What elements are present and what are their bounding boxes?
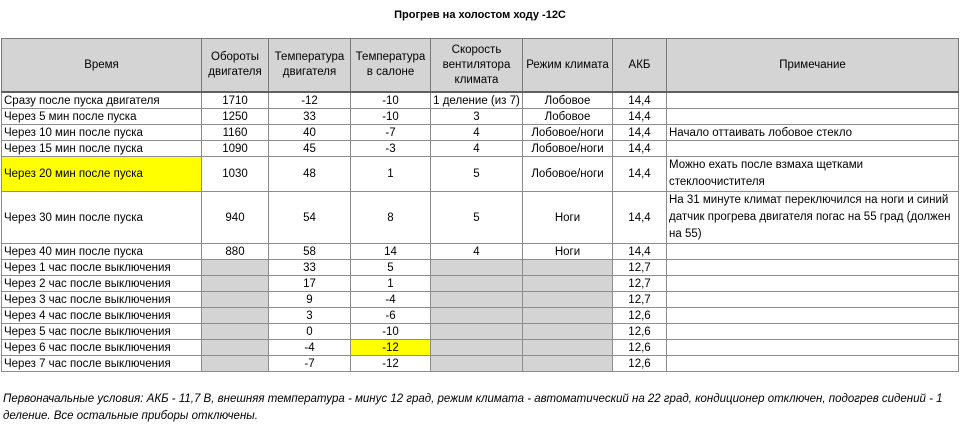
cell-mode: Лобовое bbox=[523, 109, 613, 125]
cell-battery: 14,4 bbox=[613, 192, 667, 244]
cell-mode bbox=[523, 292, 613, 308]
cell-rpm bbox=[202, 292, 269, 308]
warmup-table bbox=[1, 38, 959, 372]
header-note: Примечание bbox=[667, 39, 959, 93]
table-row bbox=[2, 244, 959, 260]
cell-cabin-temp: -10 bbox=[351, 109, 431, 125]
cell-note bbox=[667, 260, 959, 276]
cell-rpm: 1030 bbox=[202, 157, 269, 192]
cell-time: Через 5 час после выключения bbox=[2, 324, 202, 340]
cell-rpm bbox=[202, 356, 269, 372]
cell-engine-temp: 58 bbox=[269, 244, 351, 260]
cell-engine-temp: 40 bbox=[269, 125, 351, 141]
table-row bbox=[2, 308, 959, 324]
cell-engine-temp: 45 bbox=[269, 141, 351, 157]
cell-mode: Лобовое/ноги bbox=[523, 141, 613, 157]
cell-time: Сразу после пуска двигателя bbox=[2, 92, 202, 109]
cell-battery: 12,6 bbox=[613, 308, 667, 324]
cell-mode bbox=[523, 308, 613, 324]
cell-note bbox=[667, 109, 959, 125]
cell-cabin-temp: 5 bbox=[351, 260, 431, 276]
cell-engine-temp: 9 bbox=[269, 292, 351, 308]
cell-mode bbox=[523, 324, 613, 340]
cell-note: На 31 минуте климат переключился на ноги и синий датчик прогрева двигателя погас на 55 град (должен на 55) bbox=[667, 192, 959, 244]
cell-rpm: 1250 bbox=[202, 109, 269, 125]
cell-battery: 14,4 bbox=[613, 244, 667, 260]
cell-cabin-temp: 1 bbox=[351, 157, 431, 192]
table-row bbox=[2, 276, 959, 292]
cell-rpm: 1090 bbox=[202, 141, 269, 157]
cell-mode bbox=[523, 340, 613, 356]
table-row bbox=[2, 92, 959, 109]
cell-note bbox=[667, 324, 959, 340]
header-rpm: Обороты двигателя bbox=[202, 39, 269, 93]
cell-battery: 14,4 bbox=[613, 92, 667, 109]
cell-mode: Лобовое/ноги bbox=[523, 157, 613, 192]
cell-battery: 12,7 bbox=[613, 292, 667, 308]
cell-cabin-temp: 14 bbox=[351, 244, 431, 260]
cell-mode: Ноги bbox=[523, 244, 613, 260]
cell-engine-temp: 33 bbox=[269, 109, 351, 125]
header-time: Время bbox=[2, 39, 202, 93]
cell-fan: 3 bbox=[431, 109, 523, 125]
cell-rpm bbox=[202, 308, 269, 324]
cell-fan: 5 bbox=[431, 157, 523, 192]
table-row bbox=[2, 109, 959, 125]
cell-time: Через 5 мин после пуска bbox=[2, 109, 202, 125]
cell-engine-temp: 3 bbox=[269, 308, 351, 324]
cell-fan bbox=[431, 308, 523, 324]
table-row bbox=[2, 141, 959, 157]
cell-note bbox=[667, 340, 959, 356]
table-row bbox=[2, 356, 959, 372]
cell-time: Через 1 час после выключения bbox=[2, 260, 202, 276]
header-cabin-temp: Температура в салоне bbox=[351, 39, 431, 93]
cell-time: Через 6 час после выключения bbox=[2, 340, 202, 356]
header-engine-temp: Температура двигателя bbox=[269, 39, 351, 93]
cell-battery: 14,4 bbox=[613, 141, 667, 157]
cell-rpm bbox=[202, 324, 269, 340]
cell-note bbox=[667, 308, 959, 324]
cell-battery: 12,7 bbox=[613, 276, 667, 292]
table-row bbox=[2, 260, 959, 276]
cell-cabin-temp: -6 bbox=[351, 308, 431, 324]
cell-mode: Ноги bbox=[523, 192, 613, 244]
cell-note bbox=[667, 292, 959, 308]
cell-engine-temp: -7 bbox=[269, 356, 351, 372]
cell-cabin-temp: -4 bbox=[351, 292, 431, 308]
cell-engine-temp: 33 bbox=[269, 260, 351, 276]
cell-time-highlighted: Через 20 мин после пуска bbox=[2, 157, 202, 192]
cell-fan bbox=[431, 324, 523, 340]
cell-battery: 14,4 bbox=[613, 109, 667, 125]
cell-engine-temp: 54 bbox=[269, 192, 351, 244]
document-title: Прогрев на холостом ходу -12С bbox=[394, 9, 566, 21]
cell-cabin-temp: 8 bbox=[351, 192, 431, 244]
cell-fan bbox=[431, 340, 523, 356]
header-climate-mode: Режим климата bbox=[523, 39, 613, 93]
cell-battery: 12,6 bbox=[613, 340, 667, 356]
cell-note bbox=[667, 92, 959, 109]
cell-cabin-temp-highlighted: -12 bbox=[351, 340, 431, 356]
cell-cabin-temp: -7 bbox=[351, 125, 431, 141]
cell-cabin-temp: -3 bbox=[351, 141, 431, 157]
table-row bbox=[2, 324, 959, 340]
cell-fan: 4 bbox=[431, 141, 523, 157]
cell-note bbox=[667, 244, 959, 260]
cell-mode bbox=[523, 356, 613, 372]
table-row bbox=[2, 192, 959, 244]
cell-time: Через 15 мин после пуска bbox=[2, 141, 202, 157]
cell-note bbox=[667, 276, 959, 292]
cell-rpm bbox=[202, 260, 269, 276]
cell-battery: 12,6 bbox=[613, 356, 667, 372]
cell-cabin-temp: -12 bbox=[351, 356, 431, 372]
header-fan-speed: Скорость вентилятора климата bbox=[431, 39, 523, 93]
table-row bbox=[2, 292, 959, 308]
cell-cabin-temp: -10 bbox=[351, 324, 431, 340]
cell-note: Начало оттаивать лобовое стекло bbox=[667, 125, 959, 141]
cell-fan: 1 деление (из 7) bbox=[431, 92, 523, 109]
header-battery: АКБ bbox=[613, 39, 667, 93]
cell-engine-temp: 17 bbox=[269, 276, 351, 292]
cell-rpm bbox=[202, 276, 269, 292]
cell-battery: 14,4 bbox=[613, 125, 667, 141]
cell-cabin-temp: -10 bbox=[351, 92, 431, 109]
cell-rpm: 1160 bbox=[202, 125, 269, 141]
cell-battery: 12,6 bbox=[613, 324, 667, 340]
table-row bbox=[2, 125, 959, 141]
table-row bbox=[2, 157, 959, 192]
cell-engine-temp: -4 bbox=[269, 340, 351, 356]
table-row bbox=[2, 340, 959, 356]
initial-conditions-note: Первоначальные условия: АКБ - 11,7 В, внешняя температура - минус 12 град, режим климата - автоматический на 22 град, кондиционер отключен, подогрев сидений - 1 деление. Все остальные приборы отключены. bbox=[3, 393, 943, 422]
cell-fan bbox=[431, 292, 523, 308]
cell-time: Через 2 час после выключения bbox=[2, 276, 202, 292]
cell-engine-temp: -12 bbox=[269, 92, 351, 109]
cell-time: Через 30 мин после пуска bbox=[2, 192, 202, 244]
cell-time: Через 3 час после выключения bbox=[2, 292, 202, 308]
cell-fan: 4 bbox=[431, 125, 523, 141]
cell-engine-temp: 0 bbox=[269, 324, 351, 340]
cell-note bbox=[667, 356, 959, 372]
cell-rpm: 940 bbox=[202, 192, 269, 244]
cell-mode: Лобовое bbox=[523, 92, 613, 109]
cell-note bbox=[667, 141, 959, 157]
cell-engine-temp: 48 bbox=[269, 157, 351, 192]
cell-battery: 12,7 bbox=[613, 260, 667, 276]
cell-mode bbox=[523, 260, 613, 276]
cell-time: Через 4 час после выключения bbox=[2, 308, 202, 324]
cell-fan: 4 bbox=[431, 244, 523, 260]
cell-fan bbox=[431, 276, 523, 292]
cell-mode: Лобовое/ноги bbox=[523, 125, 613, 141]
cell-mode bbox=[523, 276, 613, 292]
cell-rpm: 1710 bbox=[202, 92, 269, 109]
cell-fan: 5 bbox=[431, 192, 523, 244]
cell-fan bbox=[431, 356, 523, 372]
cell-battery: 14,4 bbox=[613, 157, 667, 192]
cell-rpm bbox=[202, 340, 269, 356]
cell-time: Через 40 мин после пуска bbox=[2, 244, 202, 260]
cell-fan bbox=[431, 260, 523, 276]
cell-time: Через 10 мин после пуска bbox=[2, 125, 202, 141]
header-row bbox=[2, 39, 959, 93]
cell-note: Можно ехать после взмаха щетками стеклоочистителя bbox=[667, 157, 959, 192]
cell-rpm: 880 bbox=[202, 244, 269, 260]
cell-time: Через 7 час после выключения bbox=[2, 356, 202, 372]
cell-cabin-temp: 1 bbox=[351, 276, 431, 292]
